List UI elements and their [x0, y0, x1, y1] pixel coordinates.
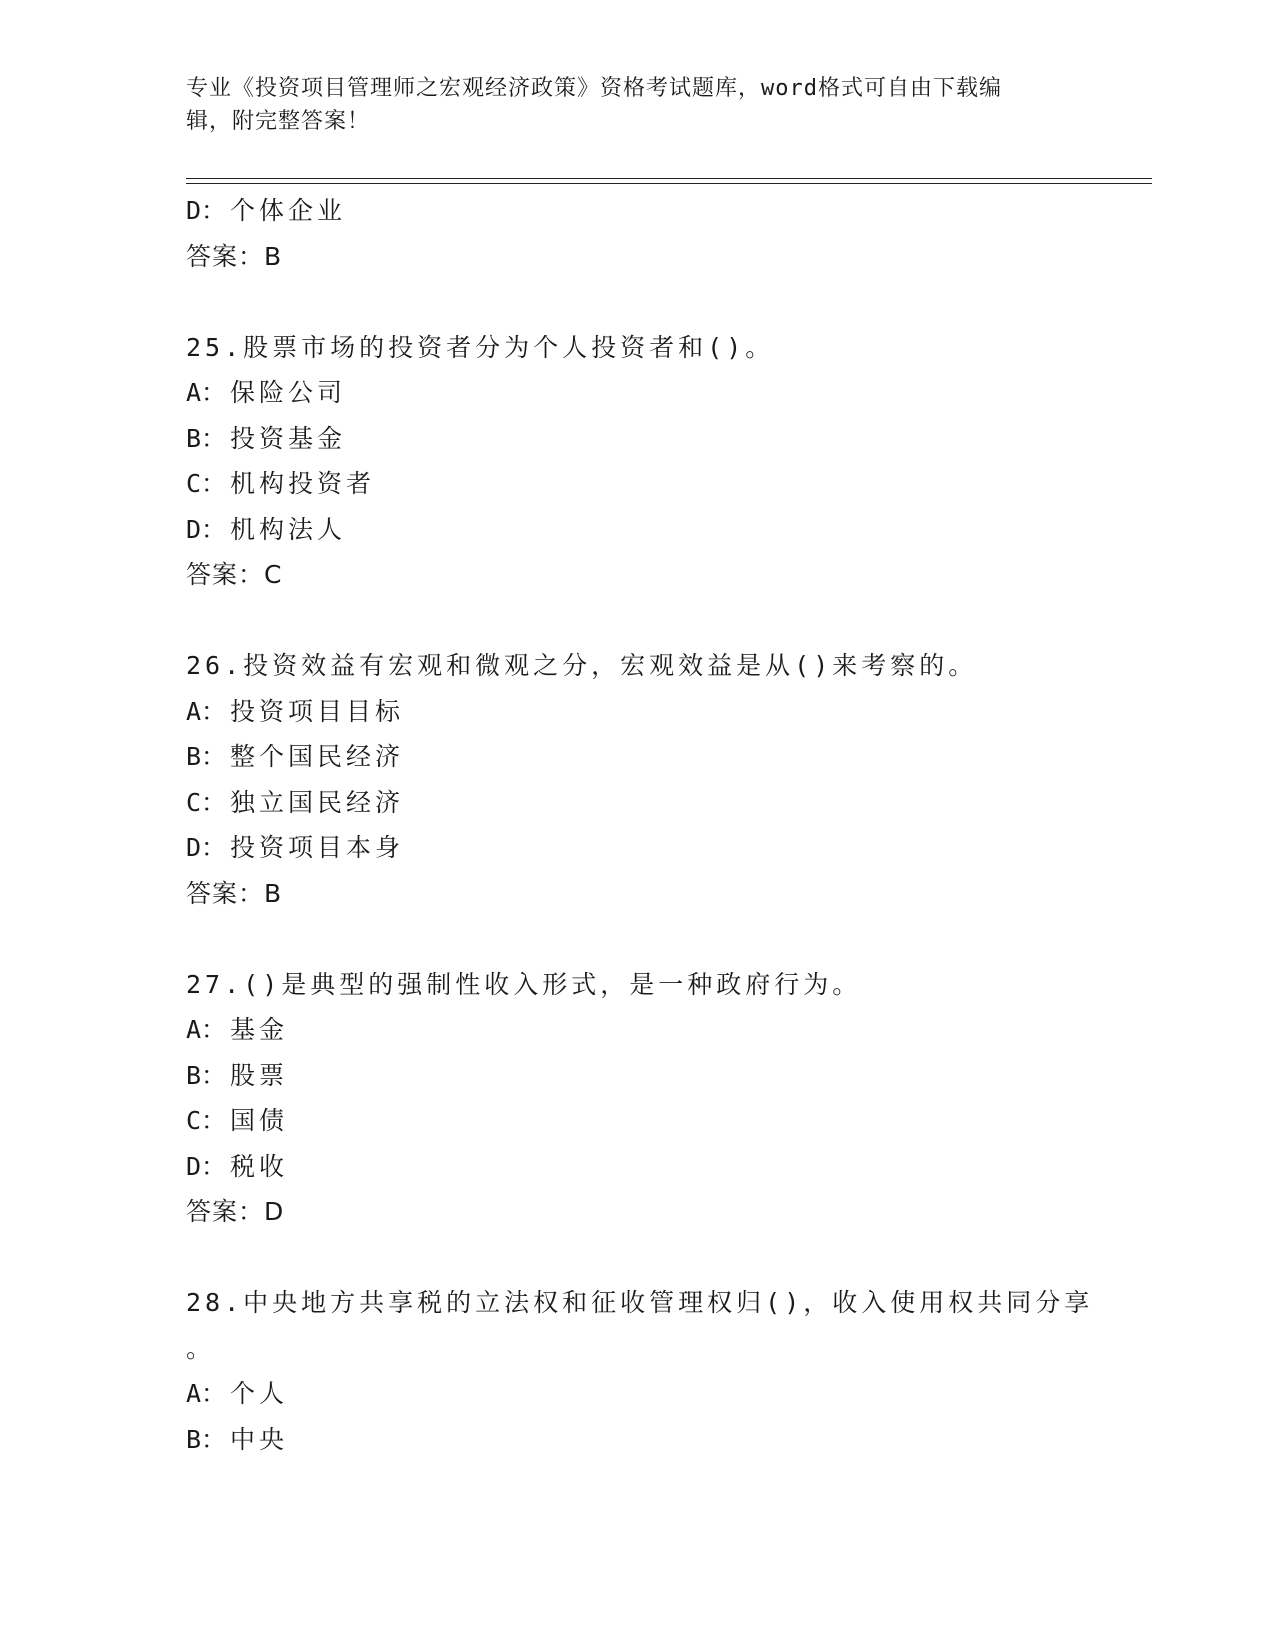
answer-line: 答案：C: [186, 560, 283, 589]
option-key: B：: [186, 1424, 227, 1454]
option-text: 基金: [230, 1015, 289, 1044]
option-b: [186, 1417, 1086, 1463]
option-a: [186, 689, 1086, 735]
header-line-1: 专业《投资项目管理师之宏观经济政策》资格考试题库，word格式可自由下载编: [186, 76, 1002, 101]
question-stem-continuation: 。: [186, 1333, 216, 1363]
option-c: [186, 461, 1086, 507]
option-key: D：: [186, 1151, 227, 1181]
option-text: 中央: [230, 1424, 289, 1454]
option-key: D：: [186, 833, 227, 862]
option-text: 整个国民经济: [230, 742, 405, 771]
option-d: [186, 188, 1086, 234]
option-text: 税收: [230, 1151, 289, 1181]
option-key: D：: [186, 514, 227, 544]
option-key: C：: [186, 787, 227, 817]
option-text: 独立国民经济: [230, 787, 405, 817]
document-header: [186, 72, 1066, 138]
answer-line: 答案：B: [186, 241, 283, 271]
option-text: 机构投资者: [230, 469, 376, 498]
option-key: A：: [186, 1015, 227, 1044]
option-text: 保险公司: [230, 378, 347, 407]
option-c: [186, 780, 1086, 826]
option-text: 投资项目目标: [230, 696, 405, 726]
option-text: 股票: [230, 1060, 289, 1090]
spacer: [186, 916, 1086, 962]
question-28: [186, 1280, 1094, 1462]
option-text: 个人: [230, 1379, 289, 1408]
option-d: [186, 825, 1086, 871]
option-text: 机构法人: [230, 514, 347, 544]
option-a: [186, 1371, 1086, 1417]
option-text: 国债: [230, 1106, 289, 1135]
spacer: [186, 1235, 1086, 1281]
spacer: [186, 279, 1086, 325]
option-d: [186, 1144, 1086, 1190]
header-line-2: 辑，附完整答案！: [186, 109, 371, 134]
option-b: [186, 416, 1086, 462]
spacer: [186, 598, 1086, 644]
question-26: [186, 643, 1086, 916]
option-text: 个体企业: [230, 196, 347, 225]
option-c: [186, 1098, 1086, 1144]
option-text: 投资基金: [230, 423, 347, 453]
option-text: 投资项目本身: [230, 833, 405, 862]
option-a: [186, 370, 1086, 416]
header-divider-bottom: [186, 183, 1152, 184]
option-key: B：: [186, 423, 227, 453]
option-key: A：: [186, 696, 227, 726]
question-list: [186, 188, 1094, 1462]
question-stem: 26.投资效益有宏观和微观之分，宏观效益是从()来考察的。: [186, 651, 978, 680]
answer-line: 答案：B: [186, 878, 283, 908]
option-d: [186, 507, 1086, 553]
option-a: [186, 1007, 1086, 1053]
question-stem: 27.()是典型的强制性收入形式，是一种政府行为。: [186, 969, 862, 999]
option-b: [186, 1053, 1086, 1099]
option-key: B：: [186, 742, 227, 771]
option-b: [186, 734, 1086, 780]
option-key: C：: [186, 1106, 227, 1135]
option-key: A：: [186, 1379, 227, 1408]
question-25: [186, 325, 1086, 598]
option-key: C：: [186, 469, 227, 498]
question-27: [186, 962, 1086, 1235]
option-key: A：: [186, 378, 227, 407]
option-key: D：: [186, 196, 227, 225]
header-divider-top: [186, 178, 1152, 179]
answer-line: 答案：D: [186, 1197, 285, 1226]
question-stem: 25.股票市场的投资者分为个人投资者和()。: [186, 332, 775, 362]
question-fragment: [186, 188, 1086, 279]
option-key: B：: [186, 1060, 227, 1090]
question-stem: 28.中央地方共享税的立法权和征收管理权归()，收入使用权共同分享: [186, 1288, 1094, 1317]
